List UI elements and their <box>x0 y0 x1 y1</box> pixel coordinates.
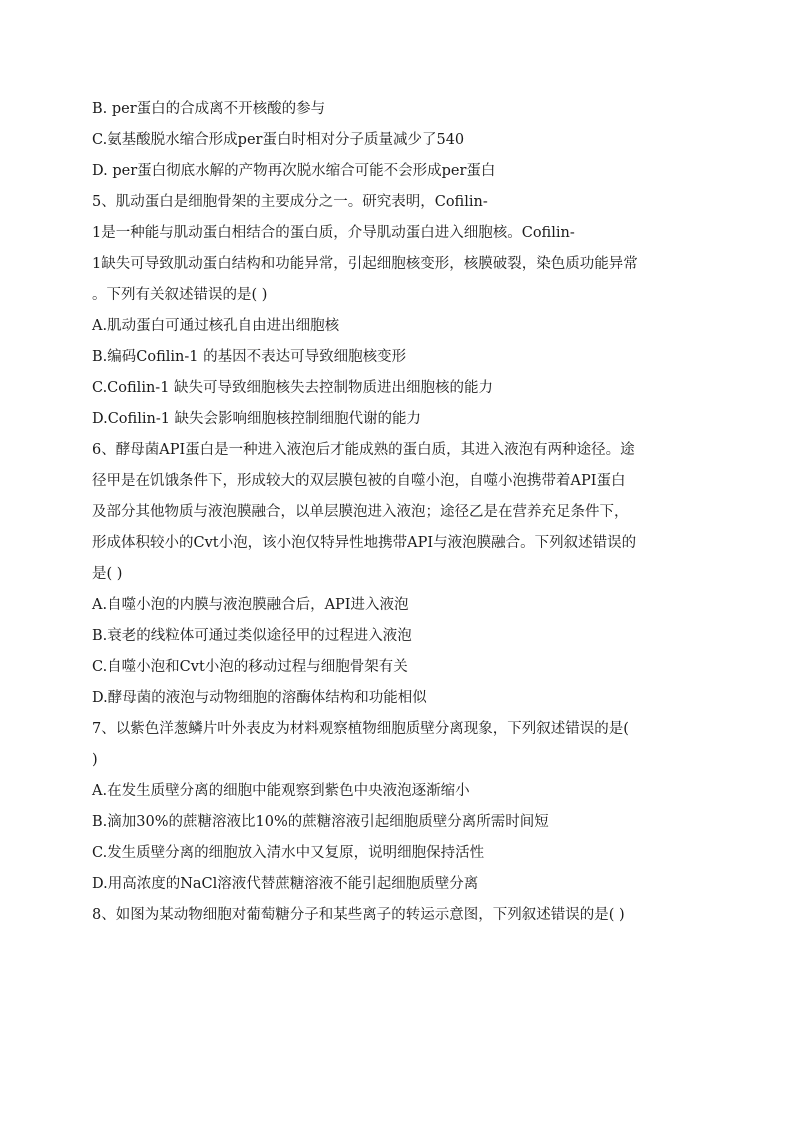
option-a-q6: A.自噬小泡的内膜与液泡膜融合后，API进入液泡 <box>92 597 409 613</box>
option-b-q4: B. per蛋白的合成离不开核酸的参与 <box>92 101 326 117</box>
option-d-q6: D.酵母菌的液泡与动物细胞的溶酶体结构和功能相似 <box>92 690 427 706</box>
question-5-line-3: 1缺失可导致肌动蛋白结构和功能异常，引起细胞核变形，核膜破裂，染色质功能异常 <box>92 256 638 272</box>
option-c-q7: C.发生质壁分离的细胞放入清水中又复原，说明细胞保持活性 <box>92 845 485 861</box>
option-b-q5: B.编码Cofilin-1 的基因不表达可导致细胞核变形 <box>92 349 407 365</box>
question-6-line-2: 径甲是在饥饿条件下，形成较大的双层膜包被的自噬小泡，自噬小泡携带着API蛋白 <box>92 473 626 489</box>
option-a-q7: A.在发生质壁分离的细胞中能观察到紫色中央液泡逐渐缩小 <box>92 783 470 799</box>
option-b-q6: B.衰老的线粒体可通过类似途径甲的过程进入液泡 <box>92 628 412 644</box>
question-5-line-1: 5、肌动蛋白是细胞骨架的主要成分之一。研究表明，Cofilin- <box>92 194 488 210</box>
option-d-q7: D.用高浓度的NaCl溶液代替蔗糖溶液不能引起细胞质壁分离 <box>92 876 479 892</box>
question-6-line-1: 6、酵母菌API蛋白是一种进入液泡后才能成熟的蛋白质，其进入液泡有两种途径。途 <box>92 442 635 458</box>
option-b-q7: B.滴加30%的蔗糖溶液比10%的蔗糖溶液引起细胞质壁分离所需时间短 <box>92 814 549 830</box>
question-5-line-4: 。下列有关叙述错误的是( ) <box>92 287 268 303</box>
option-c-q5: C.Cofilin-1 缺失可导致细胞核失去控制物质进出细胞核的能力 <box>92 380 494 396</box>
question-5-line-2: 1是一种能与肌动蛋白相结合的蛋白质，介导肌动蛋白进入细胞核。Cofilin- <box>92 225 575 241</box>
question-7-line-2: ) <box>92 752 98 768</box>
question-7-line-1: 7、以紫色洋葱鳞片叶外表皮为材料观察植物细胞质壁分离现象，下列叙述错误的是( <box>92 721 629 737</box>
option-d-q5: D.Cofilin-1 缺失会影响细胞核控制细胞代谢的能力 <box>92 411 422 427</box>
option-d-q4: D. per蛋白彻底水解的产物再次脱水缩合可能不会形成per蛋白 <box>92 163 496 179</box>
option-c-q4: C.氨基酸脱水缩合形成per蛋白时相对分子质量减少了540 <box>92 132 465 148</box>
option-a-q5: A.肌动蛋白可通过核孔自由进出细胞核 <box>92 318 340 334</box>
document-body <box>92 94 704 931</box>
question-8-line-1: 8、如图为某动物细胞对葡萄糖分子和某些离子的转运示意图，下列叙述错误的是( ) <box>92 907 625 923</box>
question-6-line-4: 形成体积较小的Cvt小泡，该小泡仅特异性地携带API与液泡膜融合。下列叙述错误的 <box>92 535 637 551</box>
question-6-line-5: 是( ) <box>92 566 123 582</box>
question-6-line-3: 及部分其他物质与液泡膜融合，以单层膜泡进入液泡；途径乙是在营养充足条件下， <box>92 504 629 520</box>
option-c-q6: C.自噬小泡和Cvt小泡的移动过程与细胞骨架有关 <box>92 659 408 675</box>
